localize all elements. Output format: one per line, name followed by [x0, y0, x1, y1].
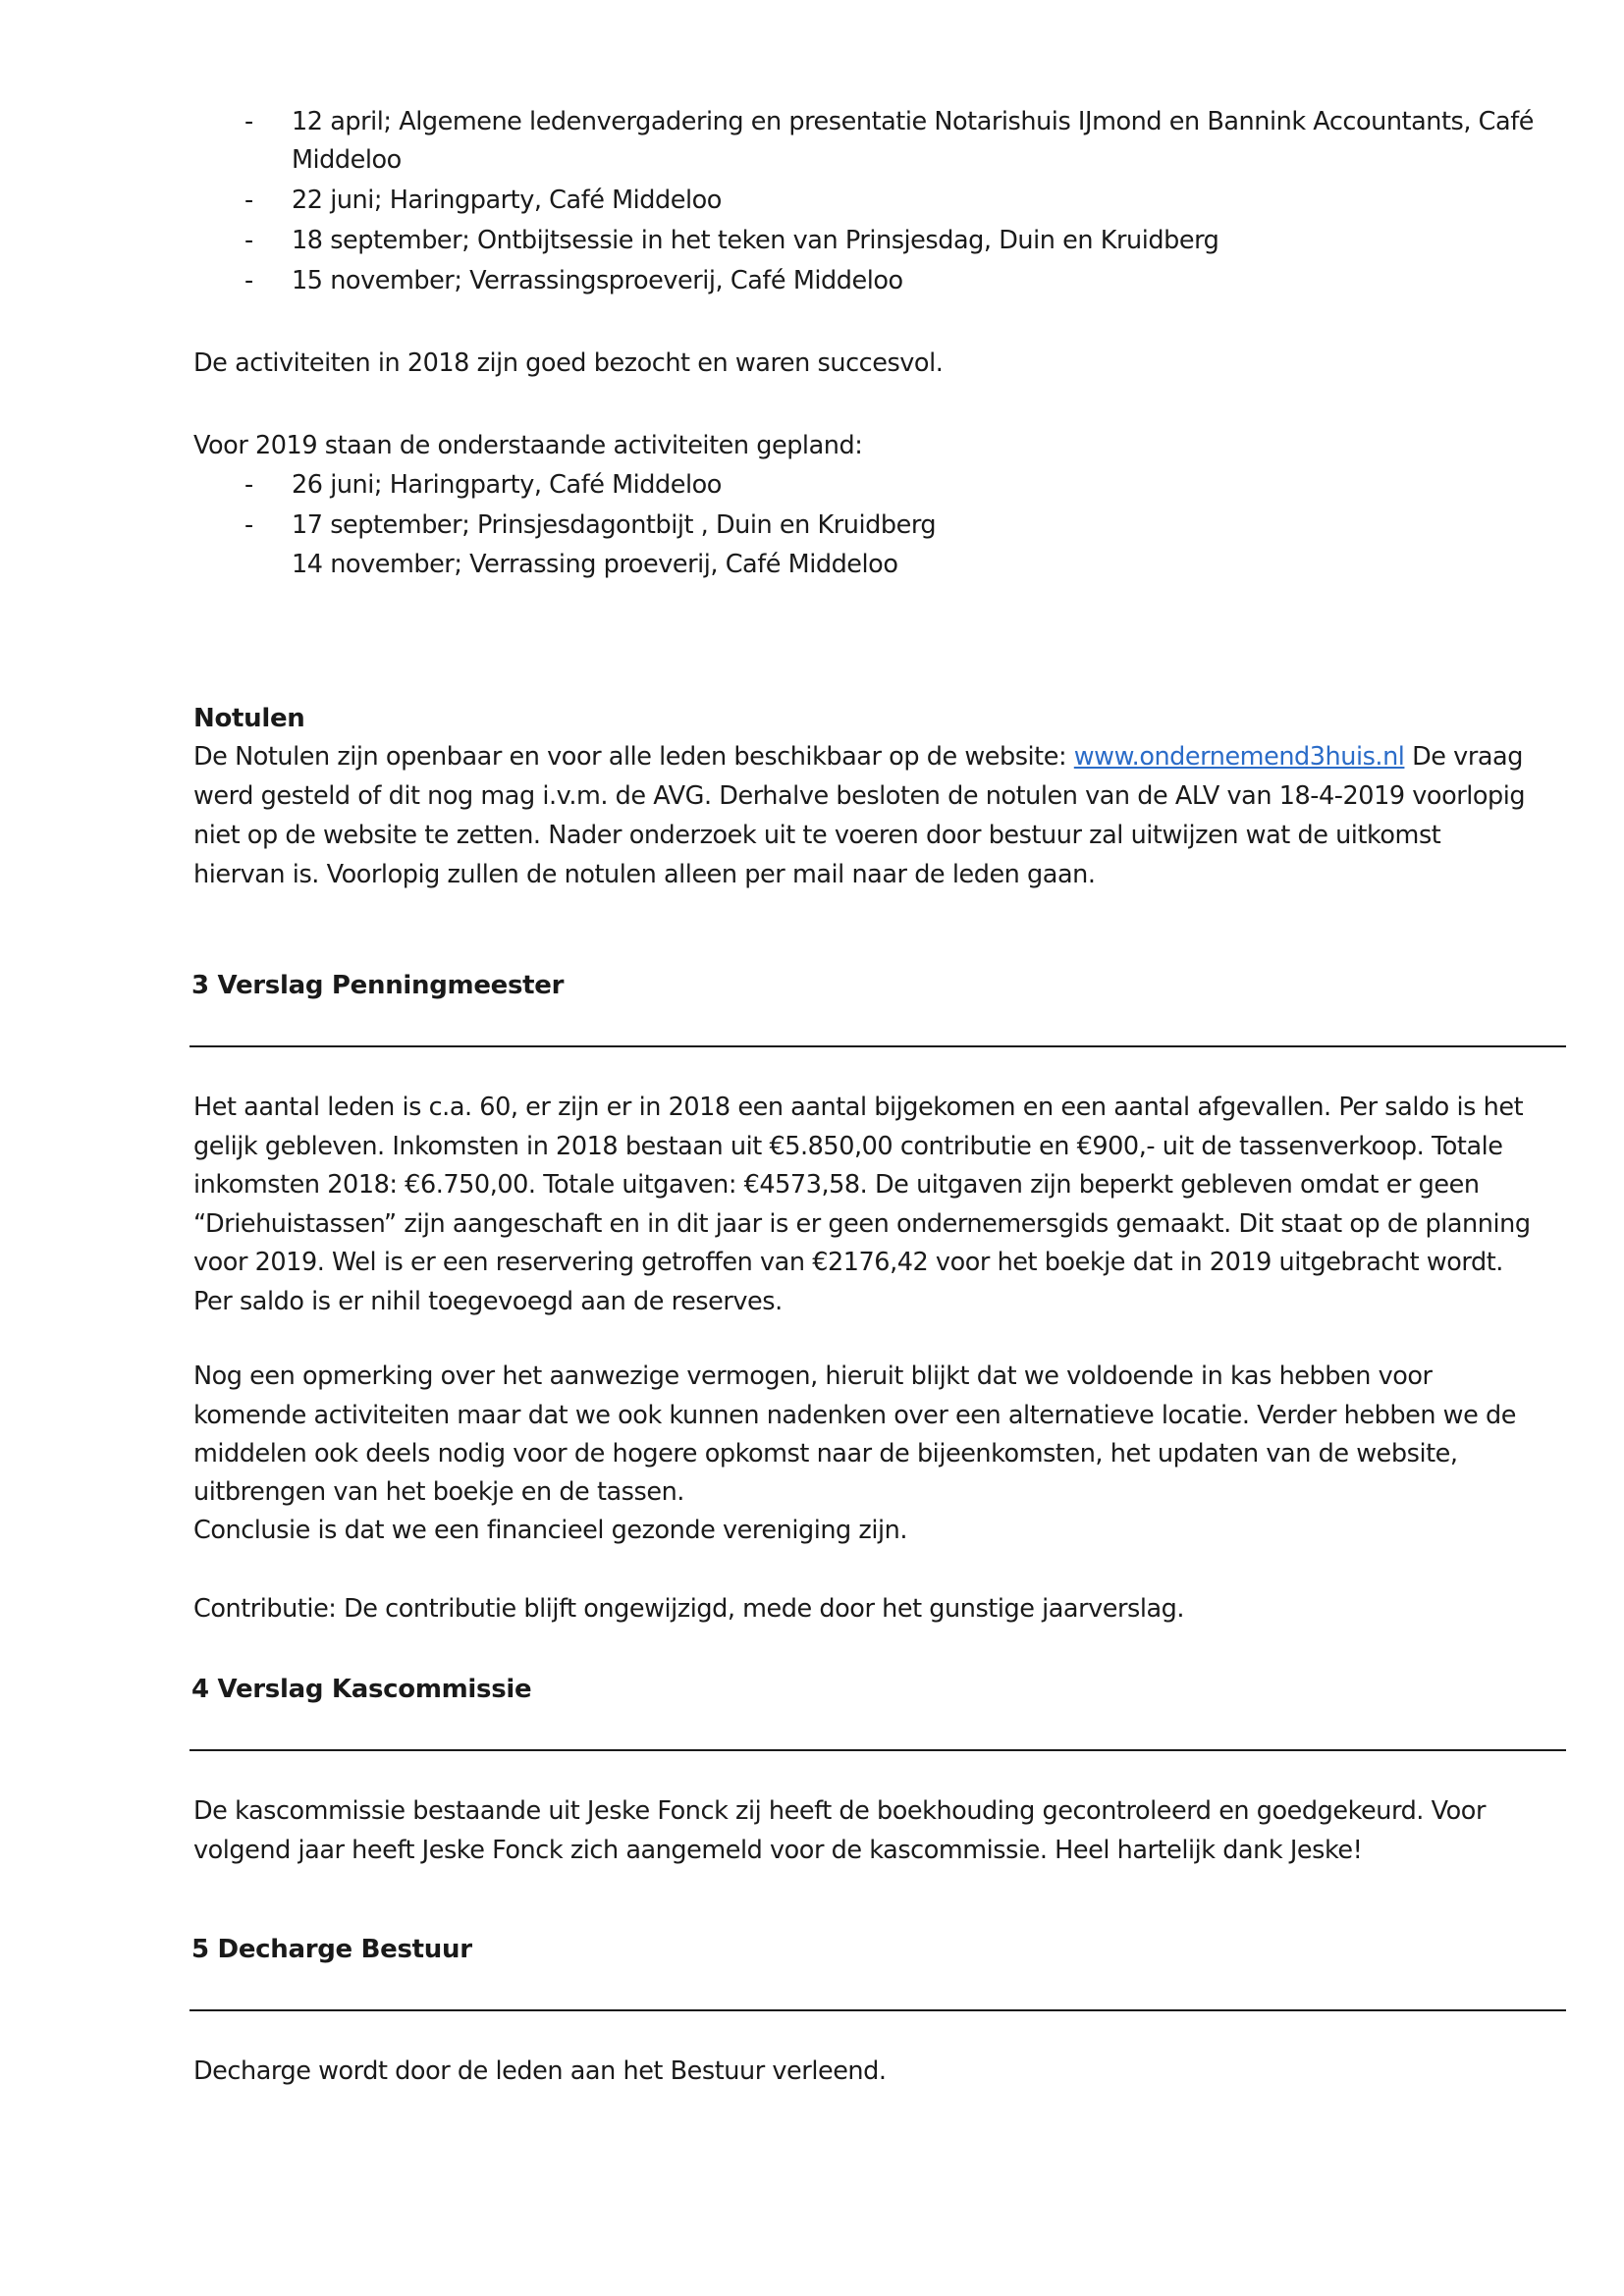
list-dash: -: [244, 510, 254, 540]
paragraph-line: middelen ook deels nodig voor de hogere opkomst naar de bijeenkomsten, het updaten van de website,: [193, 1439, 1458, 1468]
paragraph-line: De kascommissie bestaande uit Jeske Fonck zij heeft de boekhouding gecontroleerd en goedgekeurd. Voor: [193, 1796, 1486, 1826]
contributie-note: Contributie: De contributie blijft ongewijzigd, mede door het gunstige jaarverslag.: [193, 1594, 1185, 1624]
list-item-text: 18 september; Ontbijtsessie in het teken van Prinsjesdag, Duin en Kruidberg: [292, 226, 1219, 255]
notulen-text: De vraag: [1404, 742, 1523, 772]
list-dash: -: [244, 107, 254, 136]
section-heading-kascommissie: 4 Verslag Kascommissie: [191, 1675, 532, 1704]
paragraph-line: gelijk gebleven. Inkomsten in 2018 bestaan uit €5.850,00 contributie en €900,- uit de tassenverkoop. Totale: [193, 1132, 1503, 1161]
notulen-line: niet op de website te zetten. Nader onderzoek uit te voeren door bestuur zal uitwijzen wat de uitkomst: [193, 821, 1441, 850]
list-item-text: 12 april; Algemene ledenvergadering en presentatie Notarishuis IJmond en Bannink Accountants, Café: [292, 107, 1534, 136]
list-item-text: 14 november; Verrassing proeverij, Café Middeloo: [292, 550, 898, 579]
plan-2019-intro: Voor 2019 staan de onderstaande activiteiten gepland:: [193, 431, 863, 460]
paragraph-line: uitbrengen van het boekje en de tassen.: [193, 1477, 684, 1507]
paragraph-line: Het aantal leden is c.a. 60, er zijn er in 2018 een aantal bijgekomen en een aantal afgevallen. Per saldo is het: [193, 1093, 1524, 1122]
section-heading-notulen: Notulen: [193, 704, 305, 733]
list-item-text: 17 september; Prinsjesdagontbijt , Duin en Kruidberg: [292, 510, 937, 540]
section-divider: [189, 1749, 1566, 1751]
paragraph-line: komende activiteiten maar dat we ook kunnen nadenken over een alternatieve locatie. Verder hebben we de: [193, 1401, 1516, 1430]
paragraph-line: Per saldo is er nihil toegevoegd aan de reserves.: [193, 1287, 783, 1316]
paragraph-line: Nog een opmerking over het aanwezige vermogen, hieruit blijkt dat we voldoende in kas hebben voor: [193, 1362, 1433, 1391]
list-item-text: Middeloo: [292, 145, 402, 175]
paragraph-line: Decharge wordt door de leden aan het Bestuur verleend.: [193, 2056, 887, 2086]
notulen-line: hiervan is. Voorlopig zullen de notulen alleen per mail naar de leden gaan.: [193, 860, 1096, 889]
list-item-text: 26 juni; Haringparty, Café Middeloo: [292, 470, 722, 500]
paragraph-line: voor 2019. Wel is er een reservering getroffen van €2176,42 voor het boekje dat in 2019 uitgebracht wordt.: [193, 1248, 1503, 1277]
section-divider: [189, 1045, 1566, 1047]
section-heading-penningmeester: 3 Verslag Penningmeester: [191, 971, 565, 1000]
list-dash: -: [244, 266, 254, 295]
notulen-line: [193, 738, 1523, 777]
website-link[interactable]: www.ondernemend3huis.nl: [1073, 742, 1405, 772]
list-dash: -: [244, 470, 254, 500]
section-divider: [189, 2009, 1566, 2011]
notulen-text: De Notulen zijn openbaar en voor alle leden beschikbaar op de website:: [193, 742, 1074, 772]
section-heading-decharge: 5 Decharge Bestuur: [191, 1935, 472, 1964]
notulen-line: werd gesteld of dit nog mag i.v.m. de AVG. Derhalve besloten de notulen van de ALV van 18-4-2019 voorlopig: [193, 781, 1526, 811]
paragraph-line: inkomsten 2018: €6.750,00. Totale uitgaven: €4573,58. De uitgaven zijn beperkt gebleven omdat er geen: [193, 1170, 1480, 1200]
paragraph-line: volgend jaar heeft Jeske Fonck zich aangemeld voor de kascommissie. Heel hartelijk dank Jeske!: [193, 1836, 1363, 1865]
paragraph-line: “Driehuistassen” zijn aangeschaft en in dit jaar is er geen ondernemersgids gemaakt. Dit staat op de planning: [193, 1209, 1531, 1239]
list-dash: -: [244, 186, 254, 215]
list-dash: -: [244, 226, 254, 255]
activities-summary: De activiteiten in 2018 zijn goed bezocht en waren succesvol.: [193, 348, 944, 378]
list-item-text: 15 november; Verrassingsproeverij, Café Middeloo: [292, 266, 903, 295]
paragraph-line: Conclusie is dat we een financieel gezonde vereniging zijn.: [193, 1516, 908, 1545]
list-item-text: 22 juni; Haringparty, Café Middeloo: [292, 186, 722, 215]
